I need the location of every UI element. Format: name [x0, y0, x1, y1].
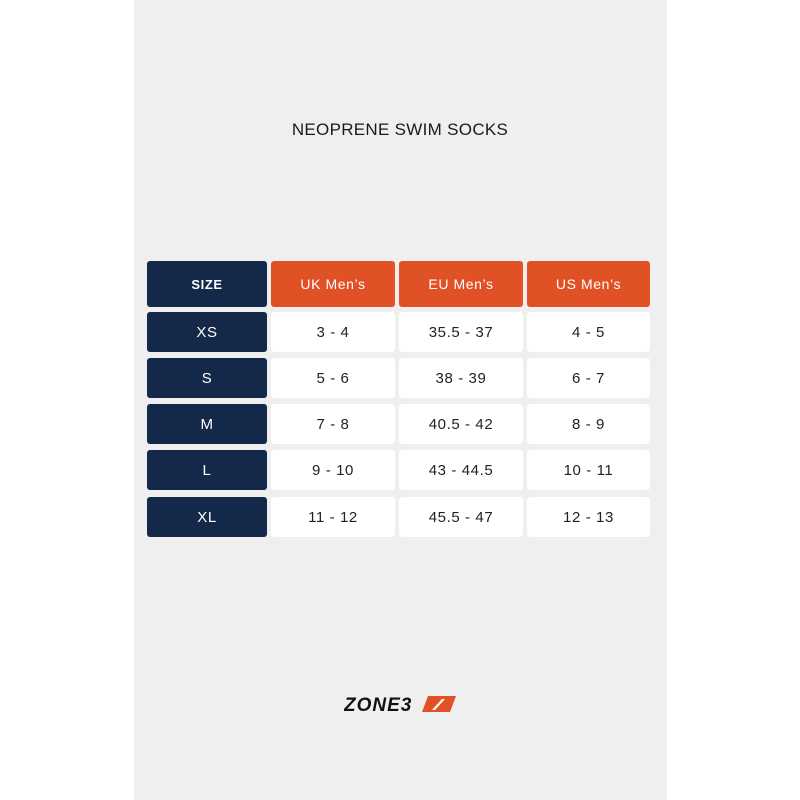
- size-value-cell: 11 - 12: [271, 497, 395, 537]
- size-label: M: [147, 404, 267, 444]
- header-size: SIZE: [147, 261, 267, 307]
- size-value-cell: 45.5 - 47: [399, 497, 523, 537]
- size-value-cell: 7 - 8: [271, 404, 395, 444]
- size-label: S: [147, 358, 267, 398]
- size-value-cell: 38 - 39: [399, 358, 523, 398]
- brand-logo: [0, 692, 800, 716]
- header-eu: EU Men’s: [399, 261, 523, 307]
- svg-text:ZONE3: ZONE3: [344, 695, 413, 715]
- size-value-cell: 8 - 9: [527, 404, 650, 444]
- size-value-cell: 10 - 11: [527, 450, 650, 490]
- size-value-cell: 3 - 4: [271, 312, 395, 352]
- size-label: L: [147, 450, 267, 490]
- header-uk: UK Men’s: [271, 261, 395, 307]
- size-value-cell: 43 - 44.5: [399, 450, 523, 490]
- size-value-cell: 5 - 6: [271, 358, 395, 398]
- size-value-cell: 35.5 - 37: [399, 312, 523, 352]
- size-value-cell: 4 - 5: [527, 312, 650, 352]
- size-value-cell: 12 - 13: [527, 497, 650, 537]
- size-label: XS: [147, 312, 267, 352]
- size-value-cell: 40.5 - 42: [399, 404, 523, 444]
- header-us: US Men’s: [527, 261, 650, 307]
- size-value-cell: 9 - 10: [271, 450, 395, 490]
- size-label: XL: [147, 497, 267, 537]
- page-title: NEOPRENE SWIM SOCKS: [291, 120, 509, 139]
- size-value-cell: 6 - 7: [527, 358, 650, 398]
- zone3-logo-icon: [344, 693, 456, 715]
